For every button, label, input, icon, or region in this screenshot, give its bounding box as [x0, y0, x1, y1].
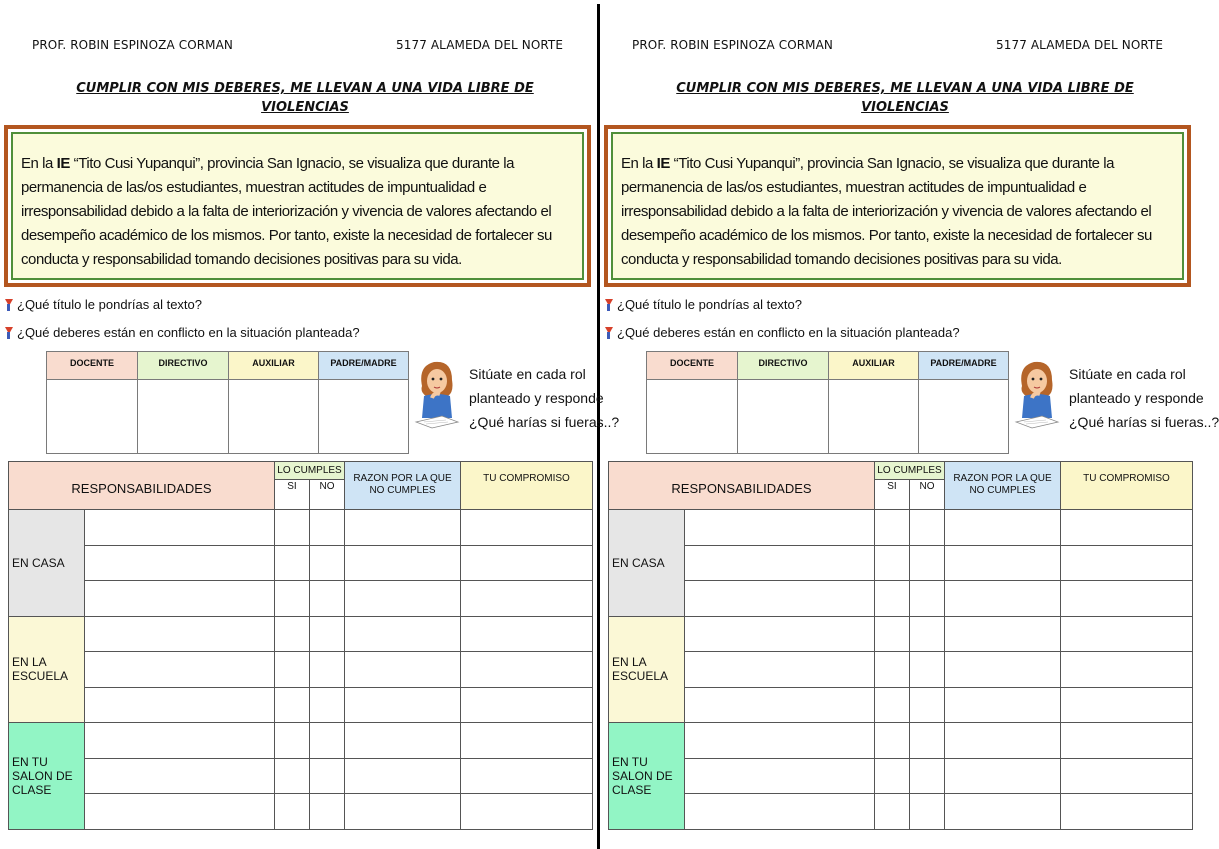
resp-header-row-1 — [9, 462, 593, 480]
table-cell[interactable] — [1061, 616, 1193, 652]
table-cell[interactable] — [945, 723, 1061, 759]
answer-auxiliar[interactable] — [229, 380, 319, 454]
table-cell[interactable] — [945, 510, 1061, 546]
table-row — [9, 687, 593, 723]
table-cell[interactable] — [1061, 545, 1193, 581]
document-title — [30, 79, 580, 117]
table-cell[interactable] — [85, 616, 275, 652]
roles-answer-row — [647, 380, 1009, 454]
school-name: 5177 ALAMEDA DEL NORTE — [996, 38, 1164, 52]
section-en-la-escuela: EN LA ESCUELA — [9, 616, 85, 723]
prompt-line-1: Sitúate en cada rol — [1069, 366, 1186, 382]
table-cell[interactable] — [875, 616, 910, 652]
table-row — [9, 616, 593, 652]
table-cell[interactable] — [685, 510, 875, 546]
table-row — [609, 652, 1193, 688]
table-row — [9, 723, 593, 759]
title-line-2: VIOLENCIAS — [261, 100, 349, 115]
header-compromiso: TU COMPROMISO — [461, 462, 593, 510]
prompt-line-3: ¿Qué harías si fueras..? — [469, 414, 620, 430]
resp-header-row-1 — [609, 462, 1193, 480]
question-1 — [604, 297, 802, 312]
table-cell[interactable] — [875, 545, 910, 581]
table-cell[interactable] — [945, 687, 1061, 723]
table-cell[interactable] — [461, 687, 593, 723]
case-text-box — [4, 125, 591, 287]
table-row — [609, 581, 1193, 617]
table-cell[interactable] — [945, 652, 1061, 688]
arrow-down-bullet-icon — [604, 299, 613, 311]
worksheet-right — [600, 0, 1219, 849]
header-lo-cumples: LO CUMPLES — [275, 462, 345, 480]
table-cell[interactable] — [685, 581, 875, 617]
table-row — [609, 687, 1193, 723]
table-cell[interactable] — [875, 723, 910, 759]
table-cell[interactable] — [875, 581, 910, 617]
case-body: “Tito Cusi Yupanqui”, provincia San Ignacio, se visualiza que durante la permanencia de las/os estudiantes, muestran actitudes de impuntualidad e irresponsabilidad debido a la falta de interiorización y vivencia de valores afectando el desempeño académico de los mismos. Por tanto, existe la necesidad de fortalecer su conducta y responsabilidad tomando decisiones positivas para su vida. — [621, 155, 1152, 268]
answer-docente[interactable] — [647, 380, 738, 454]
header-compromiso: TU COMPROMISO — [1061, 462, 1193, 510]
table-cell[interactable] — [910, 723, 945, 759]
section-en-casa: EN CASA — [9, 510, 85, 617]
table-cell[interactable] — [1061, 794, 1193, 830]
case-ie: IE — [656, 155, 670, 172]
table-cell[interactable] — [685, 794, 875, 830]
case-text-box — [604, 125, 1191, 287]
table-cell[interactable] — [85, 581, 275, 617]
header-si: SI — [875, 480, 910, 510]
table-cell[interactable] — [910, 616, 945, 652]
table-cell[interactable] — [345, 510, 461, 546]
table-cell[interactable] — [1061, 652, 1193, 688]
table-cell[interactable] — [345, 616, 461, 652]
question-1-text: ¿Qué título le pondrías al texto? — [617, 297, 802, 312]
table-cell[interactable] — [461, 652, 593, 688]
header-no: NO — [310, 480, 345, 510]
roles-table — [646, 351, 1009, 454]
table-cell[interactable] — [345, 723, 461, 759]
table-cell[interactable] — [85, 687, 275, 723]
table-row — [9, 581, 593, 617]
question-2 — [604, 325, 960, 340]
table-cell[interactable] — [85, 758, 275, 794]
table-cell[interactable] — [1061, 758, 1193, 794]
arrow-down-bullet-icon — [4, 327, 13, 339]
answer-directivo[interactable] — [138, 380, 229, 454]
table-row — [609, 794, 1193, 830]
table-cell[interactable] — [685, 545, 875, 581]
table-cell[interactable] — [945, 758, 1061, 794]
table-cell[interactable] — [310, 758, 345, 794]
table-cell[interactable] — [345, 581, 461, 617]
table-cell[interactable] — [310, 510, 345, 546]
table-cell[interactable] — [275, 581, 310, 617]
roles-answer-row — [47, 380, 409, 454]
table-cell[interactable] — [310, 794, 345, 830]
answer-padre-madre[interactable] — [319, 380, 409, 454]
question-2-text: ¿Qué deberes están en conflicto en la situación planteada? — [617, 325, 960, 340]
table-cell[interactable] — [1061, 510, 1193, 546]
table-row — [609, 616, 1193, 652]
table-cell[interactable] — [85, 545, 275, 581]
table-cell[interactable] — [275, 758, 310, 794]
role-prompt — [469, 362, 619, 434]
table-cell[interactable] — [310, 616, 345, 652]
table-cell[interactable] — [310, 723, 345, 759]
table-cell[interactable] — [910, 510, 945, 546]
prompt-line-2: planteado y responde — [1069, 390, 1204, 406]
role-padre-madre: PADRE/MADRE — [919, 352, 1009, 380]
document-title — [630, 79, 1180, 117]
table-cell[interactable] — [345, 687, 461, 723]
table-cell[interactable] — [85, 794, 275, 830]
table-cell[interactable] — [945, 616, 1061, 652]
header-responsabilidades: RESPONSABILIDADES — [9, 462, 275, 510]
table-cell[interactable] — [685, 652, 875, 688]
header-razon: RAZON POR LA QUE NO CUMPLES — [945, 462, 1061, 510]
table-cell[interactable] — [310, 687, 345, 723]
roles-header-row — [47, 352, 409, 380]
table-cell[interactable] — [875, 510, 910, 546]
table-row — [9, 652, 593, 688]
role-directivo: DIRECTIVO — [138, 352, 229, 380]
table-cell[interactable] — [910, 794, 945, 830]
table-cell[interactable] — [875, 687, 910, 723]
responsibilities-table — [8, 461, 593, 830]
prompt-line-2: planteado y responde — [469, 390, 604, 406]
table-row — [609, 758, 1193, 794]
table-cell[interactable] — [875, 794, 910, 830]
table-cell[interactable] — [85, 652, 275, 688]
case-text-inner — [611, 132, 1184, 280]
title-line-1: CUMPLIR CON MIS DEBERES, ME LLEVAN A UNA VIDA LIBRE DE — [676, 81, 1134, 96]
table-cell[interactable] — [461, 794, 593, 830]
table-cell[interactable] — [85, 510, 275, 546]
arrow-down-bullet-icon — [4, 299, 13, 311]
role-prompt — [1069, 362, 1219, 434]
table-cell[interactable] — [461, 758, 593, 794]
table-cell[interactable] — [345, 652, 461, 688]
prompt-line-1: Sitúate en cada rol — [469, 366, 586, 382]
table-row — [9, 545, 593, 581]
table-row — [9, 510, 593, 546]
table-row — [609, 723, 1193, 759]
answer-auxiliar[interactable] — [829, 380, 919, 454]
table-cell[interactable] — [275, 510, 310, 546]
table-cell[interactable] — [275, 652, 310, 688]
case-text-inner — [11, 132, 584, 280]
table-row — [9, 794, 593, 830]
prompt-line-3: ¿Qué harías si fueras..? — [1069, 414, 1219, 430]
teacher-name: PROF. ROBIN ESPINOZA CORMAN — [632, 38, 834, 52]
role-directivo: DIRECTIVO — [738, 352, 829, 380]
role-auxiliar: AUXILIAR — [829, 352, 919, 380]
student-thinking-icon — [1012, 356, 1062, 434]
case-body: “Tito Cusi Yupanqui”, provincia San Ignacio, se visualiza que durante la permanencia de las/os estudiantes, muestran actitudes de impuntualidad e irresponsabilidad debido a la falta de interiorización y vivencia de valores afectando el desempeño académico de los mismos. Por tanto, existe la necesidad de fortalecer su conducta y responsabilidad tomando decisiones positivas para su vida. — [21, 155, 552, 268]
table-cell[interactable] — [345, 758, 461, 794]
table-cell[interactable] — [310, 545, 345, 581]
answer-docente[interactable] — [47, 380, 138, 454]
teacher-name: PROF. ROBIN ESPINOZA CORMAN — [32, 38, 234, 52]
case-prefix: En la — [21, 155, 57, 172]
title-line-1: CUMPLIR CON MIS DEBERES, ME LLEVAN A UNA VIDA LIBRE DE — [76, 81, 534, 96]
table-cell[interactable] — [310, 652, 345, 688]
table-cell[interactable] — [461, 510, 593, 546]
role-docente: DOCENTE — [47, 352, 138, 380]
table-cell[interactable] — [275, 687, 310, 723]
table-row — [609, 545, 1193, 581]
table-cell[interactable] — [910, 581, 945, 617]
question-1 — [4, 297, 202, 312]
table-cell[interactable] — [875, 758, 910, 794]
responsibilities-table — [608, 461, 1193, 830]
header-razon: RAZON POR LA QUE NO CUMPLES — [345, 462, 461, 510]
section-en-tu-salon: EN TU SALON DE CLASE — [9, 723, 85, 830]
section-en-la-escuela: EN LA ESCUELA — [609, 616, 685, 723]
question-1-text: ¿Qué título le pondrías al texto? — [17, 297, 202, 312]
table-cell[interactable] — [1061, 723, 1193, 759]
roles-header-row — [647, 352, 1009, 380]
header-lo-cumples: LO CUMPLES — [875, 462, 945, 480]
section-en-tu-salon: EN TU SALON DE CLASE — [609, 723, 685, 830]
role-auxiliar: AUXILIAR — [229, 352, 319, 380]
header-responsabilidades: RESPONSABILIDADES — [609, 462, 875, 510]
table-cell[interactable] — [910, 758, 945, 794]
table-cell[interactable] — [685, 758, 875, 794]
table-cell[interactable] — [945, 581, 1061, 617]
table-cell[interactable] — [875, 652, 910, 688]
school-name: 5177 ALAMEDA DEL NORTE — [396, 38, 564, 52]
table-cell[interactable] — [945, 545, 1061, 581]
table-cell[interactable] — [345, 545, 461, 581]
answer-padre-madre[interactable] — [919, 380, 1009, 454]
table-cell[interactable] — [275, 616, 310, 652]
arrow-down-bullet-icon — [604, 327, 613, 339]
table-cell[interactable] — [1061, 687, 1193, 723]
case-ie: IE — [56, 155, 70, 172]
header-si: SI — [275, 480, 310, 510]
table-cell[interactable] — [910, 652, 945, 688]
table-cell[interactable] — [1061, 581, 1193, 617]
table-cell[interactable] — [461, 616, 593, 652]
table-cell[interactable] — [685, 723, 875, 759]
table-cell[interactable] — [85, 723, 275, 759]
header-no: NO — [910, 480, 945, 510]
table-cell[interactable] — [910, 687, 945, 723]
student-thinking-icon — [412, 356, 462, 434]
table-cell[interactable] — [345, 794, 461, 830]
table-cell[interactable] — [461, 545, 593, 581]
role-docente: DOCENTE — [647, 352, 738, 380]
case-paragraph — [621, 152, 1174, 272]
table-cell[interactable] — [685, 616, 875, 652]
roles-table — [46, 351, 409, 454]
table-row — [9, 758, 593, 794]
table-row — [609, 510, 1193, 546]
case-paragraph — [21, 152, 574, 272]
answer-directivo[interactable] — [738, 380, 829, 454]
table-cell[interactable] — [461, 581, 593, 617]
question-2 — [4, 325, 360, 340]
title-line-2: VIOLENCIAS — [861, 100, 949, 115]
table-cell[interactable] — [910, 545, 945, 581]
table-cell[interactable] — [275, 545, 310, 581]
table-cell[interactable] — [945, 794, 1061, 830]
table-cell[interactable] — [275, 794, 310, 830]
question-2-text: ¿Qué deberes están en conflicto en la situación planteada? — [17, 325, 360, 340]
table-cell[interactable] — [310, 581, 345, 617]
role-padre-madre: PADRE/MADRE — [319, 352, 409, 380]
table-cell[interactable] — [275, 723, 310, 759]
section-en-casa: EN CASA — [609, 510, 685, 617]
case-prefix: En la — [621, 155, 657, 172]
table-cell[interactable] — [461, 723, 593, 759]
table-cell[interactable] — [685, 687, 875, 723]
